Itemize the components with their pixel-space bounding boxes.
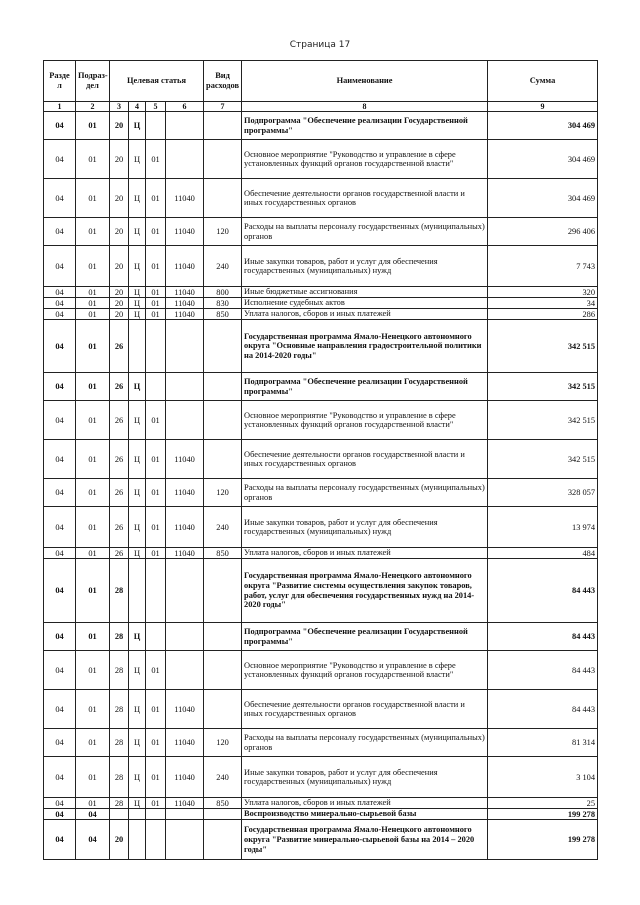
- column-numbers-row: [44, 102, 598, 112]
- table-row: [44, 507, 598, 548]
- cell-name: Подпрограмма "Обеспечение реализации Государственной программы": [242, 112, 488, 140]
- cell-target-direction: 11040: [166, 690, 204, 729]
- cell-target-subprogram: [129, 820, 146, 860]
- cell-name: Расходы на выплаты персоналу государственных (муниципальных) органов: [242, 218, 488, 246]
- cell-target-program: 28: [110, 623, 129, 651]
- cell-target-subprogram: Ц: [129, 246, 146, 287]
- cell-razdel: 04: [44, 440, 76, 479]
- cell-target-event: 01: [146, 507, 166, 548]
- cell-target-subprogram: Ц: [129, 623, 146, 651]
- cell-target-event: [146, 320, 166, 373]
- cell-target-direction: 11040: [166, 309, 204, 320]
- cell-target-subprogram: Ц: [129, 651, 146, 690]
- cell-target-subprogram: Ц: [129, 179, 146, 218]
- cell-target-direction: 11040: [166, 548, 204, 559]
- cell-target-event: 01: [146, 798, 166, 809]
- cell-razdel: 04: [44, 809, 76, 820]
- table-body: [44, 112, 598, 860]
- cell-vid: 120: [204, 729, 242, 757]
- cell-target-event: [146, 373, 166, 401]
- cell-razdel: 04: [44, 320, 76, 373]
- cell-podrazdel: 01: [76, 246, 110, 287]
- cell-vid: 240: [204, 246, 242, 287]
- cell-podrazdel: 01: [76, 507, 110, 548]
- cell-target-event: 01: [146, 246, 166, 287]
- cell-name: Иные закупки товаров, работ и услуг для обеспечения государственных (муниципальных) нужд: [242, 757, 488, 798]
- cell-target-direction: [166, 559, 204, 623]
- cell-target-program: 28: [110, 690, 129, 729]
- cell-name: Обеспечение деятельности органов государственной власти и иных государственных органов: [242, 179, 488, 218]
- cell-podrazdel: 01: [76, 309, 110, 320]
- header-target: Целевая статья: [110, 61, 204, 102]
- cell-vid: 240: [204, 757, 242, 798]
- cell-target-direction: [166, 820, 204, 860]
- cell-target-program: [110, 809, 129, 820]
- table-row: [44, 179, 598, 218]
- cell-target-event: 01: [146, 651, 166, 690]
- cell-target-direction: 11040: [166, 218, 204, 246]
- table-row: [44, 623, 598, 651]
- cell-target-subprogram: Ц: [129, 440, 146, 479]
- cell-target-event: [146, 559, 166, 623]
- cell-name: Иные закупки товаров, работ и услуг для обеспечения государственных (муниципальных) нужд: [242, 507, 488, 548]
- cell-vid: [204, 809, 242, 820]
- cell-target-direction: [166, 809, 204, 820]
- cell-vid: 850: [204, 798, 242, 809]
- cell-sum: 84 443: [488, 690, 598, 729]
- cell-target-event: 01: [146, 298, 166, 309]
- header-podrazdel: Подраз-дел: [76, 61, 110, 102]
- cell-target-subprogram: Ц: [129, 309, 146, 320]
- cell-vid: [204, 112, 242, 140]
- cell-target-direction: 11040: [166, 479, 204, 507]
- column-number: 7: [204, 102, 242, 112]
- cell-vid: [204, 623, 242, 651]
- cell-target-program: 28: [110, 651, 129, 690]
- cell-sum: 7 743: [488, 246, 598, 287]
- cell-target-program: 20: [110, 298, 129, 309]
- cell-target-subprogram: Ц: [129, 479, 146, 507]
- table-row: [44, 246, 598, 287]
- cell-target-program: 26: [110, 440, 129, 479]
- cell-podrazdel: 01: [76, 440, 110, 479]
- cell-target-subprogram: [129, 809, 146, 820]
- cell-razdel: 04: [44, 757, 76, 798]
- cell-target-program: 28: [110, 559, 129, 623]
- cell-name: Уплата налогов, сборов и иных платежей: [242, 309, 488, 320]
- column-number: 3: [110, 102, 129, 112]
- table-row: [44, 401, 598, 440]
- cell-sum: 199 278: [488, 809, 598, 820]
- cell-name: Расходы на выплаты персоналу государственных (муниципальных) органов: [242, 729, 488, 757]
- cell-podrazdel: 01: [76, 401, 110, 440]
- cell-target-direction: 11040: [166, 287, 204, 298]
- cell-vid: [204, 179, 242, 218]
- cell-target-program: 20: [110, 820, 129, 860]
- cell-sum: 342 515: [488, 401, 598, 440]
- cell-target-event: 01: [146, 140, 166, 179]
- cell-vid: [204, 140, 242, 179]
- cell-target-program: 26: [110, 507, 129, 548]
- cell-razdel: 04: [44, 401, 76, 440]
- cell-razdel: 04: [44, 309, 76, 320]
- cell-vid: [204, 440, 242, 479]
- cell-sum: 13 974: [488, 507, 598, 548]
- cell-vid: 120: [204, 218, 242, 246]
- cell-target-program: 26: [110, 548, 129, 559]
- header-vid: Вид расходов: [204, 61, 242, 102]
- cell-podrazdel: 01: [76, 651, 110, 690]
- table-row: [44, 729, 598, 757]
- cell-sum: 342 515: [488, 320, 598, 373]
- cell-target-event: 01: [146, 757, 166, 798]
- table-header-row: [44, 61, 598, 102]
- cell-target-subprogram: Ц: [129, 401, 146, 440]
- cell-podrazdel: 01: [76, 548, 110, 559]
- header-name: Наименование: [242, 61, 488, 102]
- cell-name: Иные закупки товаров, работ и услуг для обеспечения государственных (муниципальных) нужд: [242, 246, 488, 287]
- cell-name: Иные бюджетные ассигнования: [242, 287, 488, 298]
- cell-podrazdel: 01: [76, 140, 110, 179]
- cell-sum: 84 443: [488, 651, 598, 690]
- cell-vid: 120: [204, 479, 242, 507]
- cell-target-event: 01: [146, 440, 166, 479]
- cell-target-subprogram: [129, 320, 146, 373]
- column-number: 6: [166, 102, 204, 112]
- cell-target-subprogram: [129, 559, 146, 623]
- cell-target-direction: 11040: [166, 298, 204, 309]
- cell-target-direction: [166, 623, 204, 651]
- cell-target-direction: 11040: [166, 729, 204, 757]
- cell-podrazdel: 01: [76, 287, 110, 298]
- cell-podrazdel: 01: [76, 179, 110, 218]
- cell-sum: 286: [488, 309, 598, 320]
- cell-target-subprogram: Ц: [129, 690, 146, 729]
- table-row: [44, 651, 598, 690]
- cell-vid: 240: [204, 507, 242, 548]
- cell-sum: 3 104: [488, 757, 598, 798]
- cell-name: Основное мероприятие "Руководство и управление в сфере установленных функций органов государственной власти": [242, 140, 488, 179]
- cell-target-program: 26: [110, 373, 129, 401]
- cell-target-program: 26: [110, 320, 129, 373]
- cell-target-program: 28: [110, 757, 129, 798]
- column-number: 4: [129, 102, 146, 112]
- cell-target-direction: 11040: [166, 757, 204, 798]
- cell-target-program: 20: [110, 140, 129, 179]
- cell-target-direction: [166, 320, 204, 373]
- cell-target-program: 26: [110, 401, 129, 440]
- column-number: 9: [488, 102, 598, 112]
- cell-podrazdel: 01: [76, 623, 110, 651]
- cell-target-program: 20: [110, 309, 129, 320]
- cell-vid: [204, 401, 242, 440]
- table-row: [44, 809, 598, 820]
- cell-target-direction: [166, 373, 204, 401]
- table-row: [44, 798, 598, 809]
- cell-sum: 84 443: [488, 559, 598, 623]
- cell-target-subprogram: Ц: [129, 112, 146, 140]
- cell-vid: 800: [204, 287, 242, 298]
- cell-podrazdel: 01: [76, 112, 110, 140]
- table-row: [44, 309, 598, 320]
- cell-podrazdel: 01: [76, 479, 110, 507]
- cell-name: Обеспечение деятельности органов государственной власти и иных государственных органов: [242, 440, 488, 479]
- cell-target-direction: [166, 651, 204, 690]
- column-number: 1: [44, 102, 76, 112]
- cell-sum: 25: [488, 798, 598, 809]
- cell-target-direction: 11040: [166, 246, 204, 287]
- cell-razdel: 04: [44, 287, 76, 298]
- cell-name: Государственная программа Ямало-Ненецкого автономного округа "Основные направления градостроительной политики на 2014-2020 годы": [242, 320, 488, 373]
- cell-name: Подпрограмма "Обеспечение реализации Государственной программы": [242, 623, 488, 651]
- cell-razdel: 04: [44, 507, 76, 548]
- cell-sum: 304 469: [488, 140, 598, 179]
- cell-target-subprogram: Ц: [129, 507, 146, 548]
- cell-podrazdel: 01: [76, 320, 110, 373]
- cell-vid: 830: [204, 298, 242, 309]
- cell-target-program: 26: [110, 479, 129, 507]
- cell-razdel: 04: [44, 179, 76, 218]
- cell-sum: 484: [488, 548, 598, 559]
- cell-name: Обеспечение деятельности органов государственной власти и иных государственных органов: [242, 690, 488, 729]
- cell-sum: 342 515: [488, 440, 598, 479]
- cell-target-program: 28: [110, 798, 129, 809]
- cell-name: Воспроизводство минерально-сырьевой базы: [242, 809, 488, 820]
- table-row: [44, 373, 598, 401]
- cell-name: Основное мероприятие "Руководство и управление в сфере установленных функций органов государственной власти": [242, 651, 488, 690]
- table-row: [44, 287, 598, 298]
- cell-razdel: 04: [44, 112, 76, 140]
- cell-sum: 34: [488, 298, 598, 309]
- column-number: 5: [146, 102, 166, 112]
- cell-target-event: 01: [146, 548, 166, 559]
- cell-podrazdel: 04: [76, 820, 110, 860]
- table-row: [44, 757, 598, 798]
- cell-razdel: 04: [44, 246, 76, 287]
- cell-vid: 850: [204, 309, 242, 320]
- cell-target-event: 01: [146, 218, 166, 246]
- cell-podrazdel: 01: [76, 559, 110, 623]
- cell-target-direction: [166, 112, 204, 140]
- cell-target-event: 01: [146, 179, 166, 218]
- cell-vid: [204, 690, 242, 729]
- cell-target-subprogram: Ц: [129, 218, 146, 246]
- cell-razdel: 04: [44, 479, 76, 507]
- table-row: [44, 479, 598, 507]
- cell-target-subprogram: Ц: [129, 548, 146, 559]
- budget-table: [43, 60, 598, 860]
- cell-razdel: 04: [44, 559, 76, 623]
- cell-target-event: 01: [146, 690, 166, 729]
- cell-sum: 304 469: [488, 179, 598, 218]
- cell-podrazdel: 01: [76, 690, 110, 729]
- cell-razdel: 04: [44, 798, 76, 809]
- table-row: [44, 440, 598, 479]
- cell-sum: 328 057: [488, 479, 598, 507]
- cell-sum: 304 469: [488, 112, 598, 140]
- cell-name: Уплата налогов, сборов и иных платежей: [242, 798, 488, 809]
- cell-target-direction: 11040: [166, 798, 204, 809]
- cell-target-subprogram: Ц: [129, 373, 146, 401]
- cell-sum: 199 278: [488, 820, 598, 860]
- cell-sum: 84 443: [488, 623, 598, 651]
- cell-sum: 342 515: [488, 373, 598, 401]
- cell-razdel: 04: [44, 651, 76, 690]
- table-row: [44, 548, 598, 559]
- cell-target-program: 28: [110, 729, 129, 757]
- cell-name: Государственная программа Ямало-Ненецкого автономного округа "Развитие минерально-сырьевой базы на 2014 – 2020 годы": [242, 820, 488, 860]
- header-sum: Сумма: [488, 61, 598, 102]
- cell-target-subprogram: Ц: [129, 287, 146, 298]
- cell-podrazdel: 01: [76, 373, 110, 401]
- cell-target-event: 01: [146, 401, 166, 440]
- table-row: [44, 140, 598, 179]
- cell-sum: 320: [488, 287, 598, 298]
- table-row: [44, 320, 598, 373]
- cell-razdel: 04: [44, 729, 76, 757]
- cell-razdel: 04: [44, 548, 76, 559]
- cell-target-event: 01: [146, 309, 166, 320]
- cell-name: Исполнение судебных актов: [242, 298, 488, 309]
- cell-vid: [204, 373, 242, 401]
- cell-target-event: [146, 112, 166, 140]
- cell-sum: 81 314: [488, 729, 598, 757]
- cell-target-event: 01: [146, 729, 166, 757]
- cell-target-subprogram: Ц: [129, 729, 146, 757]
- cell-podrazdel: 01: [76, 757, 110, 798]
- cell-name: Основное мероприятие "Руководство и управление в сфере установленных функций органов государственной власти": [242, 401, 488, 440]
- table-row: [44, 820, 598, 860]
- cell-name: Расходы на выплаты персоналу государственных (муниципальных) органов: [242, 479, 488, 507]
- cell-target-program: 20: [110, 246, 129, 287]
- table-row: [44, 559, 598, 623]
- cell-razdel: 04: [44, 218, 76, 246]
- cell-podrazdel: 04: [76, 809, 110, 820]
- cell-target-program: 20: [110, 112, 129, 140]
- cell-vid: [204, 559, 242, 623]
- cell-razdel: 04: [44, 140, 76, 179]
- cell-target-program: 20: [110, 179, 129, 218]
- cell-target-program: 20: [110, 218, 129, 246]
- cell-podrazdel: 01: [76, 729, 110, 757]
- cell-target-subprogram: Ц: [129, 798, 146, 809]
- table-row: [44, 690, 598, 729]
- cell-target-direction: 11040: [166, 179, 204, 218]
- cell-target-direction: 11040: [166, 507, 204, 548]
- cell-razdel: 04: [44, 690, 76, 729]
- cell-target-direction: [166, 140, 204, 179]
- cell-target-event: [146, 623, 166, 651]
- table-row: [44, 112, 598, 140]
- cell-target-direction: 11040: [166, 440, 204, 479]
- cell-target-subprogram: Ц: [129, 298, 146, 309]
- cell-podrazdel: 01: [76, 298, 110, 309]
- cell-target-event: [146, 809, 166, 820]
- cell-sum: 296 406: [488, 218, 598, 246]
- page-label: Страница 17: [289, 40, 351, 50]
- cell-name: Уплата налогов, сборов и иных платежей: [242, 548, 488, 559]
- cell-razdel: 04: [44, 820, 76, 860]
- column-number: 2: [76, 102, 110, 112]
- cell-name: Подпрограмма "Обеспечение реализации Государственной программы": [242, 373, 488, 401]
- table-row: [44, 298, 598, 309]
- cell-name: Государственная программа Ямало-Ненецкого автономного округа "Развитие системы осуществления закупок товаров, работ, услуг для обеспечения государственных нужд на 2014-2020 годы": [242, 559, 488, 623]
- header-razdel: Разде л: [44, 61, 76, 102]
- cell-vid: [204, 820, 242, 860]
- cell-razdel: 04: [44, 623, 76, 651]
- cell-target-direction: [166, 401, 204, 440]
- cell-vid: [204, 320, 242, 373]
- cell-podrazdel: 01: [76, 798, 110, 809]
- cell-target-program: 20: [110, 287, 129, 298]
- column-number: 8: [242, 102, 488, 112]
- cell-podrazdel: 01: [76, 218, 110, 246]
- cell-target-event: [146, 820, 166, 860]
- cell-target-subprogram: Ц: [129, 757, 146, 798]
- table-row: [44, 218, 598, 246]
- cell-target-event: 01: [146, 287, 166, 298]
- cell-target-event: 01: [146, 479, 166, 507]
- cell-target-subprogram: Ц: [129, 140, 146, 179]
- cell-razdel: 04: [44, 373, 76, 401]
- cell-vid: [204, 651, 242, 690]
- cell-razdel: 04: [44, 298, 76, 309]
- cell-vid: 850: [204, 548, 242, 559]
